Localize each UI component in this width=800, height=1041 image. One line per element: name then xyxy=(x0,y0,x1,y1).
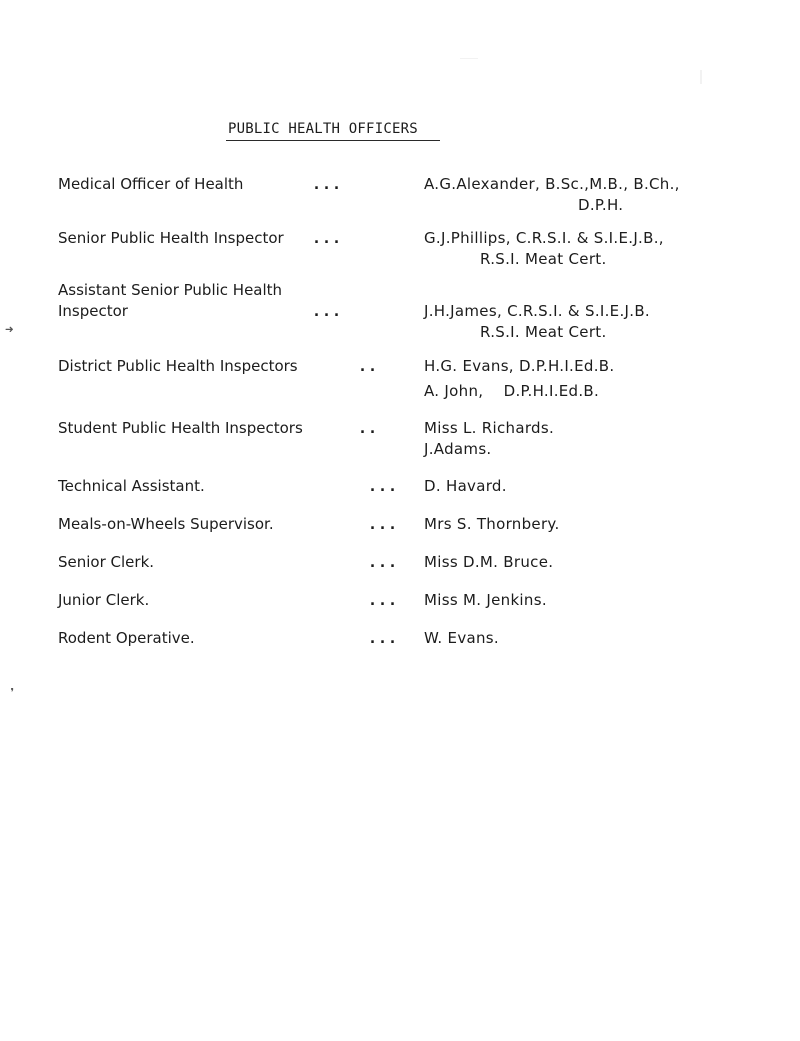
name-line: R.S.I. Meat Cert. xyxy=(480,323,607,341)
officer-names xyxy=(424,514,560,535)
dot-leader: ... xyxy=(368,591,399,609)
dot-leader: ... xyxy=(312,302,343,320)
name-line: Miss L. Richards. xyxy=(424,419,555,437)
name-line: J.Adams. xyxy=(424,440,492,458)
officer-names xyxy=(424,418,554,460)
name-line: R.S.I. Meat Cert. xyxy=(480,250,607,268)
name-line: D. Havard. xyxy=(424,477,507,495)
name-line: Miss D.M. Bruce. xyxy=(424,553,554,571)
name-line: G.J.Phillips, C.R.S.I. & S.I.E.J.B., xyxy=(424,229,664,247)
role-label xyxy=(58,418,303,439)
name-line: W. Evans. xyxy=(424,629,499,647)
dot-leader: ... xyxy=(368,553,399,571)
officer-names xyxy=(424,228,664,270)
name-line: Miss M. Jenkins. xyxy=(424,591,547,609)
dot-leader: ... xyxy=(368,629,399,647)
role-label xyxy=(58,628,195,649)
role-line: Meals-on-Wheels Supervisor. xyxy=(58,515,274,533)
role-line: District Public Health Inspectors xyxy=(58,357,298,375)
role-line: Student Public Health Inspectors xyxy=(58,419,303,437)
dot-leader: .. xyxy=(358,419,379,437)
officer-names xyxy=(424,174,680,216)
role-line: Senior Clerk. xyxy=(58,553,155,571)
role-line: Senior Public Health Inspector xyxy=(58,229,284,247)
role-label xyxy=(58,590,149,611)
scan-smudge xyxy=(700,70,702,84)
dot-leader: ... xyxy=(368,515,399,533)
scan-smudge xyxy=(460,58,478,59)
officer-names xyxy=(424,628,499,649)
role-label xyxy=(58,280,282,322)
name-line: J.H.James, C.R.S.I. & S.I.E.J.B. xyxy=(424,302,650,320)
officer-names xyxy=(424,590,547,611)
officer-names xyxy=(424,301,650,343)
role-line: Junior Clerk. xyxy=(58,591,150,609)
margin-mark-icon: ❜ xyxy=(8,686,17,702)
dot-leader: ... xyxy=(312,229,343,247)
role-line: Assistant Senior Public Health xyxy=(58,281,283,299)
role-label xyxy=(58,228,284,249)
role-label xyxy=(58,174,243,195)
role-label xyxy=(58,356,298,377)
name-line: H.G. Evans, D.P.H.I.Ed.B. xyxy=(424,357,615,375)
name-line: Mrs S. Thornbery. xyxy=(424,515,560,533)
name-line: A.G.Alexander, B.Sc.,M.B., B.Ch., xyxy=(424,175,680,193)
role-line: Rodent Operative. xyxy=(58,629,195,647)
title-underline xyxy=(226,140,440,141)
officer-names xyxy=(424,552,553,573)
role-label xyxy=(58,552,154,573)
dot-leader: ... xyxy=(368,477,399,495)
role-line: Technical Assistant. xyxy=(58,477,205,495)
name-line: A. John, D.P.H.I.Ed.B. xyxy=(424,382,600,400)
officer-names xyxy=(424,356,614,402)
role-label xyxy=(58,476,205,497)
margin-arrow-icon: ➜ xyxy=(5,322,14,338)
page-title: PUBLIC HEALTH OFFICERS xyxy=(228,121,418,137)
dot-leader: ... xyxy=(312,175,343,193)
officer-names xyxy=(424,476,507,497)
name-line: D.P.H. xyxy=(578,196,624,214)
role-label xyxy=(58,514,274,535)
role-line: Inspector xyxy=(58,302,128,320)
dot-leader: .. xyxy=(358,357,379,375)
role-line: Medical Officer of Health xyxy=(58,175,244,193)
